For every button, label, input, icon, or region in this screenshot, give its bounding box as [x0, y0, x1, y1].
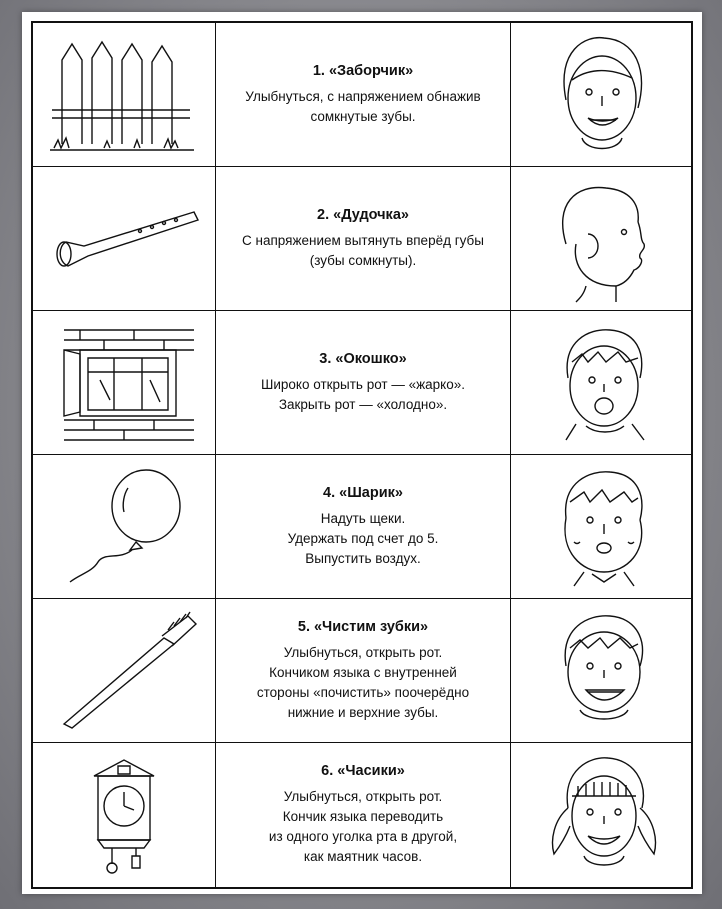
exercise-6-title: 6. «Часики»: [321, 763, 405, 779]
smiling-girl-face-icon: [511, 23, 691, 167]
balloon-icon: [33, 455, 216, 599]
exercise-2-title: 2. «Дудочка»: [317, 206, 409, 223]
exercise-4-description: Надуть щеки. Удержать под счет до 5. Выпустить воздух.: [287, 510, 439, 566]
exercise-4-instructions: [216, 455, 511, 599]
toothbrush-icon: [33, 599, 216, 743]
exercise-3-title: 3. «Окошко»: [319, 350, 407, 367]
boy-open-mouth-face-icon: [511, 311, 691, 455]
exercise-5-description: Улыбнуться, открыть рот. Кончиком языка с внутренней стороны «почистить» поочерёдно нижние и верхние зубы.: [256, 644, 470, 720]
exercise-1-description: Улыбнуться, с напряжением обнажив сомкнутые зубы.: [245, 88, 481, 124]
exercise-4-title: 4. «Шарик»: [323, 484, 403, 501]
exercise-1-title: 1. «Заборчик»: [312, 62, 414, 79]
exercise-2-description: С напряжением вытянуть вперёд губы (зубы сомкнуты).: [242, 232, 484, 268]
boy-profile-pursed-lips-icon: [511, 167, 691, 311]
exercise-2-instructions: [216, 167, 511, 311]
exercise-6-description: Улыбнуться, открыть рот. Кончик языка переводить из одного уголка рта в другой, как маятник часов.: [268, 789, 458, 864]
boy-puffed-cheeks-face-icon: [511, 455, 691, 599]
exercise-6-instructions: [216, 743, 511, 887]
exercise-table: [31, 21, 693, 889]
window-icon: [33, 311, 216, 455]
exercise-5-instructions: [216, 599, 511, 743]
boy-smiling-teeth-face-icon: [511, 599, 691, 743]
exercise-sheet: [22, 12, 702, 894]
exercise-1-instructions: [216, 23, 511, 167]
exercise-3-description: Широко открыть рот — «жарко». Закрыть рот — «холодно».: [260, 376, 465, 412]
fence-icon: [33, 23, 216, 167]
exercise-5-title: 5. «Чистим зубки»: [297, 618, 429, 635]
girl-pigtails-face-icon: [511, 743, 691, 887]
pipe-flute-icon: [33, 167, 216, 311]
cuckoo-clock-icon: [33, 743, 216, 887]
exercise-3-instructions: [216, 311, 511, 455]
